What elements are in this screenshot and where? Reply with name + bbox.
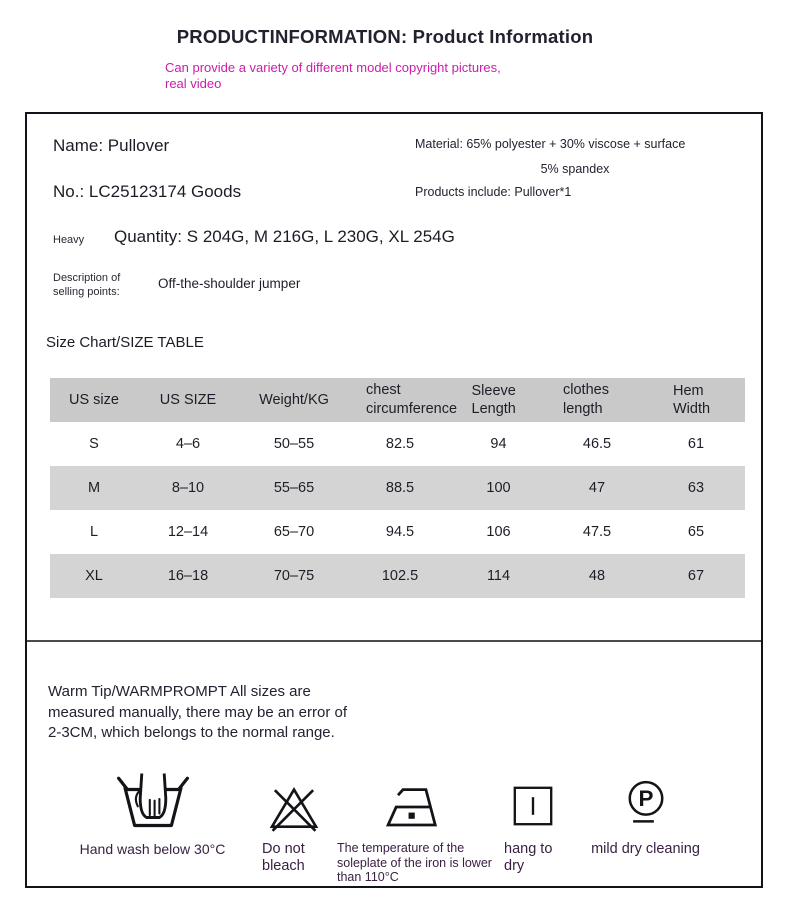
table-cell: 82.5 (385, 436, 415, 452)
care-item-hang-to-dry (504, 766, 562, 874)
size-chart-heading: Size Chart/SIZE TABLE (46, 334, 204, 351)
care-label: The temperature of the soleplate of the iron is lower than 110°C (337, 841, 492, 884)
table-cell: 12–14 (167, 524, 209, 540)
care-label: Do not bleach (262, 841, 305, 874)
description-label-line-1: Description of (53, 272, 121, 284)
table-cell: M (87, 480, 101, 496)
table-cell: 47.5 (582, 524, 612, 540)
table-cell: 61 (687, 436, 705, 452)
care-item-hand-wash (75, 766, 230, 858)
table-cell: 46.5 (582, 436, 612, 452)
dry-clean-letter: P (638, 786, 653, 812)
description-label-line-2: selling points: (53, 285, 120, 298)
product-number: No.: LC25123174 Goods (53, 182, 242, 201)
table-cell: 8–10 (171, 480, 205, 496)
product-info-box (25, 112, 763, 888)
header-cell-clothes-length: clothes length (563, 382, 609, 417)
warm-tip-line-3: 2-3CM, which belongs to the normal range. (48, 724, 335, 741)
table-cell: 70–75 (273, 568, 315, 584)
section-divider (27, 640, 761, 642)
description-label (53, 272, 120, 299)
table-cell: S (89, 436, 99, 452)
header-cell-chest: chest circumference (366, 382, 458, 417)
table-cell: 65 (687, 524, 705, 540)
do-not-bleach-icon (262, 766, 326, 832)
material-line-1: Material: 65% polyester + 30% viscose + surface (415, 137, 686, 151)
hang-to-dry-icon (504, 766, 562, 832)
warm-tip-line-2: measured manually, there may be an error of (48, 703, 348, 721)
care-label: Hand wash below 30°C (79, 841, 226, 857)
table-cell: 88.5 (385, 480, 415, 496)
subtitle-line-1: Can provide a variety of different model copyright pictures, (165, 60, 501, 75)
table-cell: 67 (687, 568, 705, 584)
care-label: hang to dry (504, 841, 553, 874)
subtitle-line-2: real video (165, 76, 222, 91)
hand-wash-icon (75, 766, 230, 832)
table-cell: 106 (486, 524, 511, 540)
table-cell: 65–70 (273, 524, 315, 540)
header-cell-hem: Hem Width (673, 382, 711, 417)
table-cell: 114 (486, 568, 511, 584)
table-cell: 47 (588, 480, 606, 496)
table-cell: L (89, 524, 99, 540)
size-row-m (50, 466, 745, 510)
quantity: Quantity: S 204G, M 216G, L 230G, XL 254G (114, 227, 455, 246)
iron-low-temp-icon (337, 766, 495, 832)
care-item-iron-low-temp (337, 766, 495, 885)
products-include: Products include: Pullover*1 (415, 185, 572, 199)
product-name: Name: Pullover (53, 136, 170, 155)
material-line-2: 5% spandex (540, 162, 610, 176)
header-cell-weight: Weight/KG (259, 391, 329, 408)
table-cell: 94.5 (385, 524, 415, 540)
page-title: PRODUCTINFORMATION: Product Information (176, 26, 594, 47)
size-table-header-row (50, 378, 745, 422)
table-cell: 63 (687, 480, 705, 496)
care-label: mild dry cleaning (591, 841, 700, 857)
size-row-s (50, 422, 745, 466)
warm-tip (48, 682, 448, 744)
table-cell: 94 (490, 436, 507, 452)
dry-clean-mild-icon (583, 766, 708, 832)
size-row-l (50, 510, 745, 554)
table-cell: XL (85, 568, 103, 584)
table-cell: 55–65 (273, 480, 315, 496)
table-cell: 4–6 (175, 436, 201, 452)
table-cell: 16–18 (167, 568, 209, 584)
header-cell-sleeve: Sleeve Length (471, 382, 516, 417)
weight-tag: Heavy (53, 234, 85, 246)
table-cell: 48 (588, 568, 606, 584)
warm-tip-line-1: Warm Tip/WARMPROMPT All sizes are (48, 683, 311, 700)
table-cell: 102.5 (381, 568, 419, 584)
size-table (50, 378, 745, 598)
description-value: Off-the-shoulder jumper (158, 276, 301, 291)
care-item-mild-dry-cleaning (583, 766, 708, 858)
size-row-xl (50, 554, 745, 598)
header-cell-us-size-caps: US SIZE (159, 391, 217, 408)
table-cell: 50–55 (273, 436, 315, 452)
subtitle-note (165, 60, 585, 92)
header-cell-us-size: US size (69, 391, 119, 408)
table-cell: 100 (486, 480, 511, 496)
care-item-do-not-bleach (262, 766, 326, 874)
